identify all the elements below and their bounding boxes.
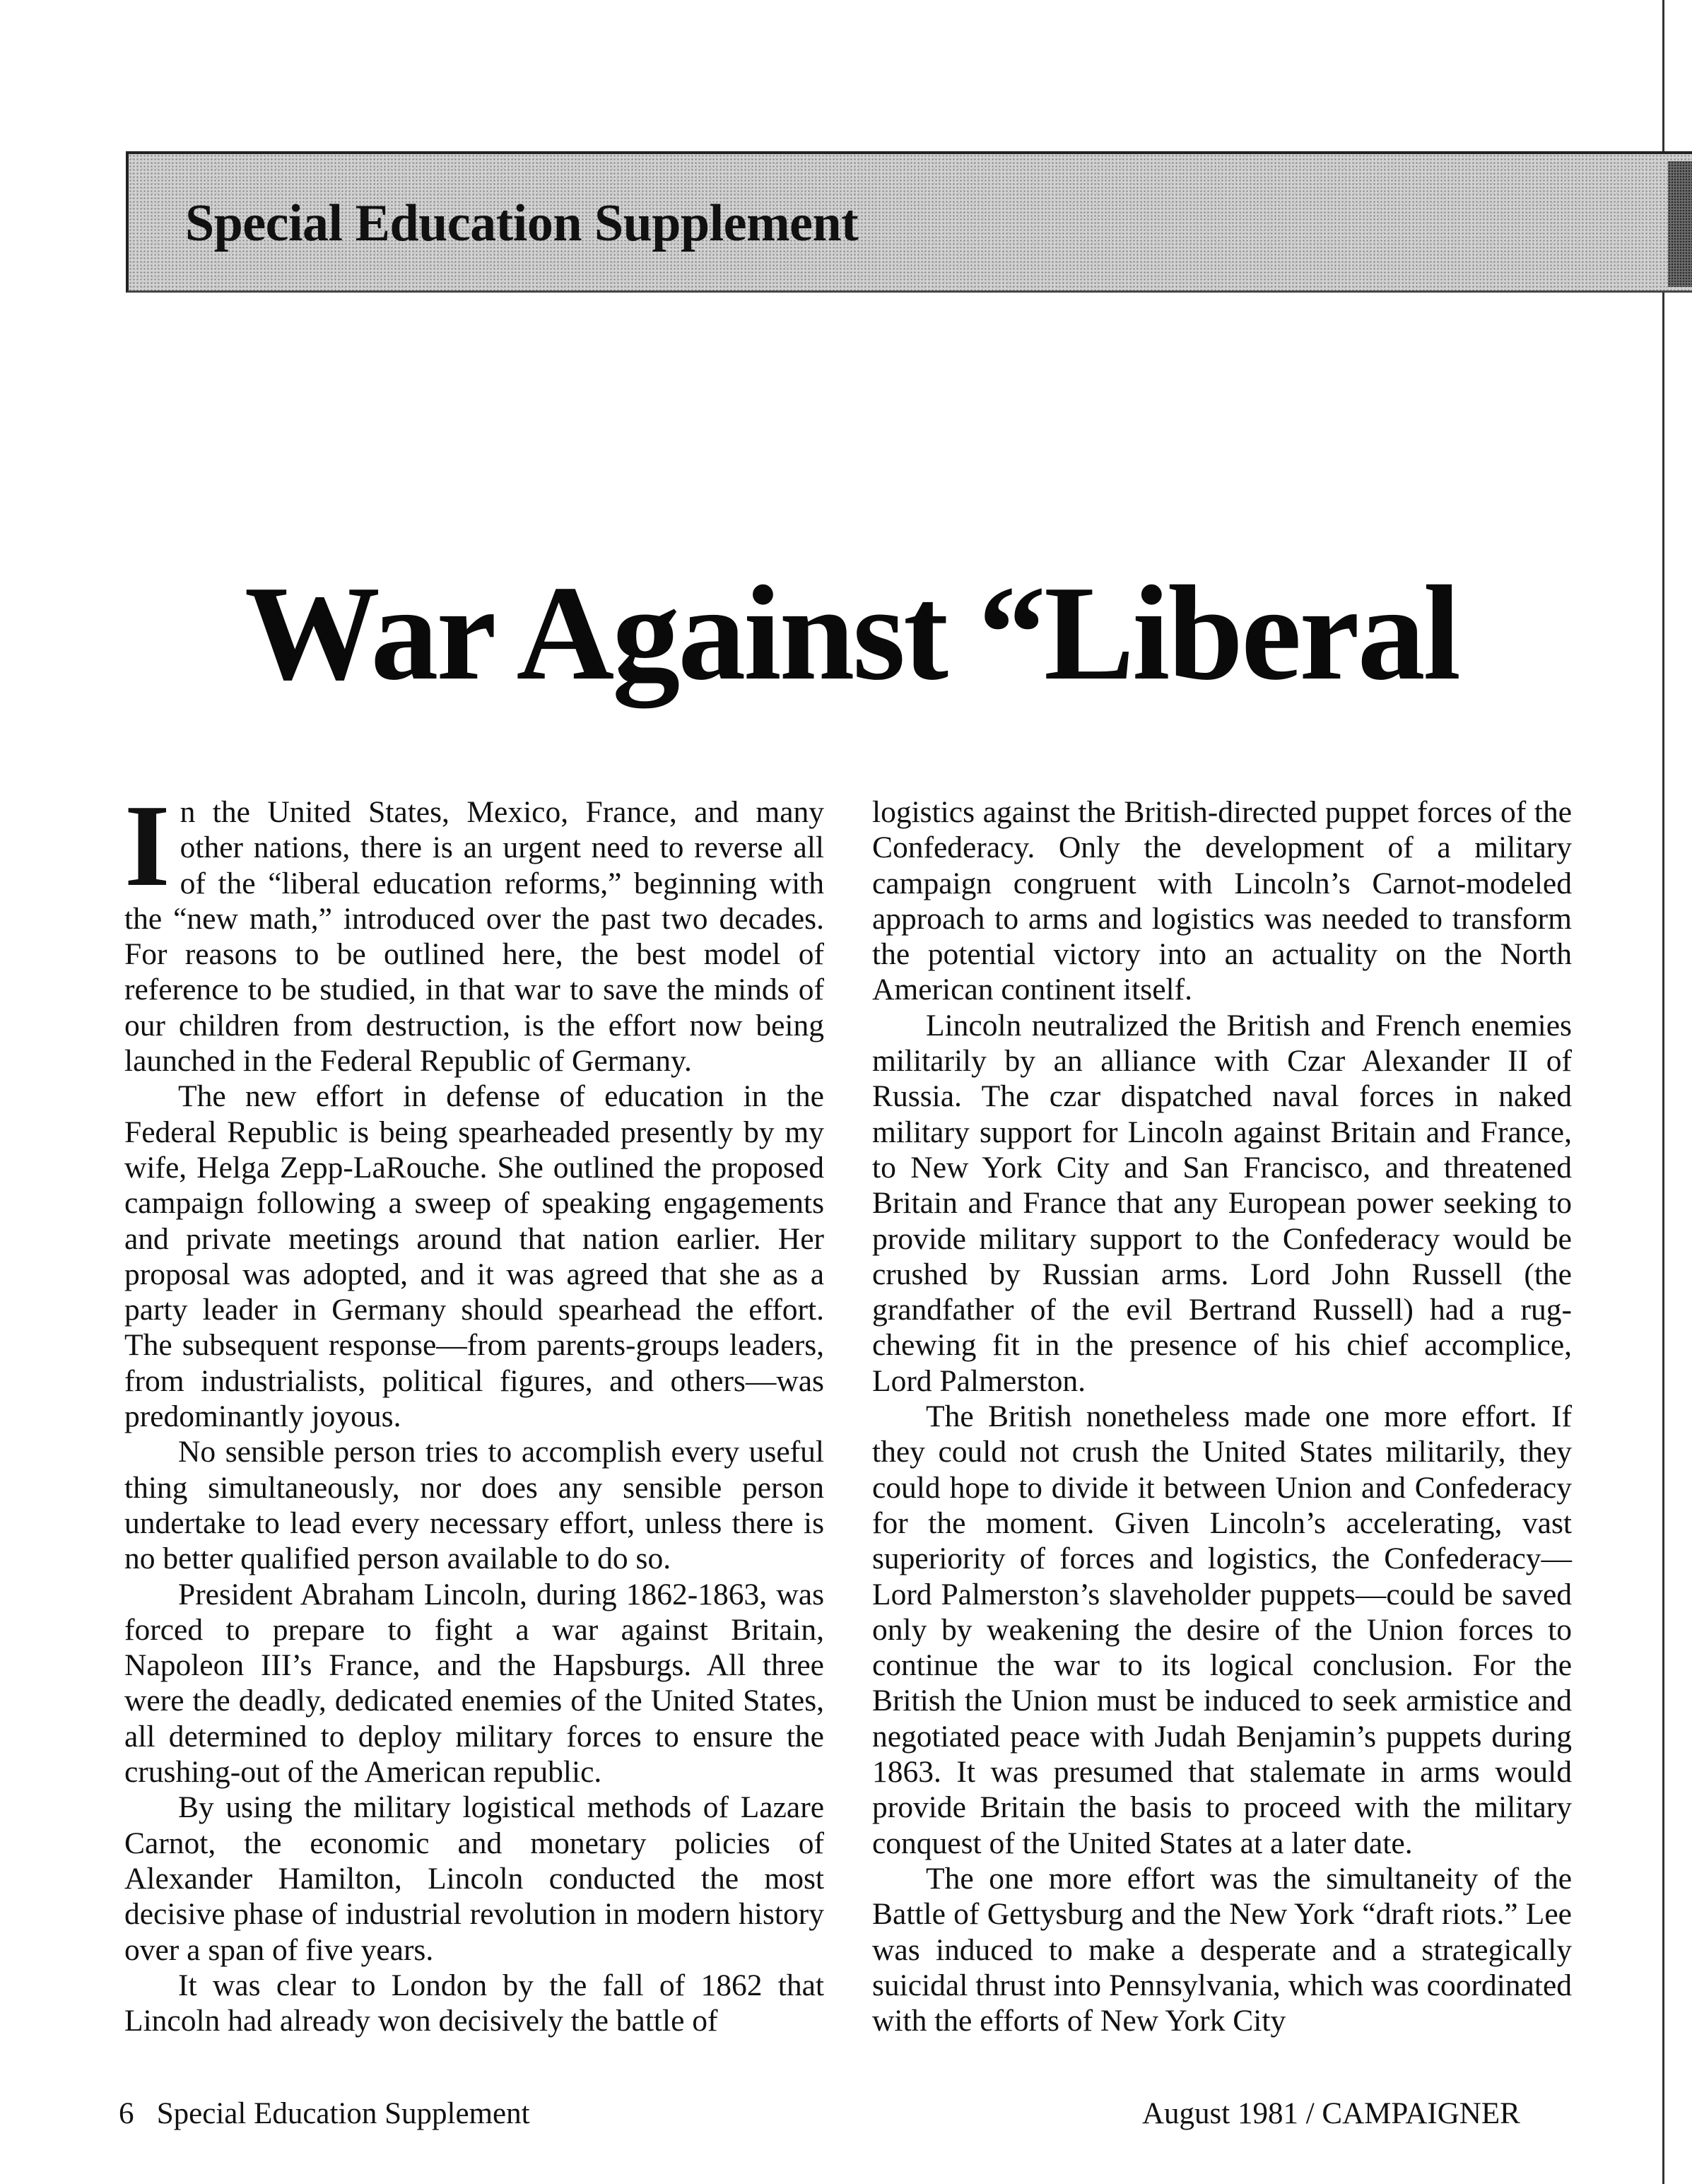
article-paragraph: President Abraham Lincoln, during 1862-1863, was forced to prepare to fight a war against Britain, Napoleon III’s France, and the Hapsburgs. All three were the deadly, dedicated enemies of the United States, all determined to deploy military forces to ensure the crushing-out of the American republic. — [124, 1577, 824, 1790]
article-paragraph: The new effort in defense of education in the Federal Republic is being spearheaded presently by my wife, Helga Zepp-LaRouche. She outlined the proposed campaign following a sweep of speaking engagements and private meetings around that nation earlier. Her proposal was adopted, and it was agreed that she as a party leader in Germany should spearhead the effort. The subsequent response—from parents-groups leaders, from industrialists, political figures, and others—was predominantly joyous. — [124, 1079, 824, 1434]
article-paragraph: Lincoln neutralized the British and French enemies militarily by an alliance with Czar Alexander II of Russia. The czar dispatched naval forces in naked military support for Lincoln against Britain and France, to New York City and San Francisco, and threatened Britain and France that any European power seeking to provide military support to the Confederacy would be crushed by Russian arms. Lord John Russell (the grandfather of the evil Bertrand Russell) had a rug-chewing fit in the presence of his chief accomplice, Lord Palmerston. — [872, 1008, 1572, 1398]
article-paragraph: The one more effort was the simultaneity of the Battle of Gettysburg and the New York “draft riots.” Lee was induced to make a desperate and a strategically suicidal thrust into Pennsylvania, which was coordinated with the efforts of New York City — [872, 1861, 1572, 2038]
article-paragraph: No sensible person tries to accomplish every useful thing simultaneously, nor does any sensible person undertake to lead every necessary effort, unless there is no better qualified person available to do so. — [124, 1435, 824, 1576]
footer-issue-label: August 1981 / CAMPAIGNER — [1142, 2097, 1520, 2130]
article-paragraph: The British nonetheless made one more effort. If they could not crush the United States militarily, they could hope to divide it between Union and Confederacy for the moment. Given Lincoln’s accelerating, vast superiority of forces and logistics, the Confederacy—Lord Palmerston’s slaveholder puppets—could be saved only by weakening the desire of the Union forces to continue the war to its logical conclusion. For the British the Union must be induced to seek armistice and negotiated peace with Judah Benjamin’s puppets during 1863. It was presumed that stalemate in arms would provide Britain the basis to proceed with the military conquest of the United States at a later date. — [872, 1399, 1572, 1860]
article-column-left — [124, 780, 824, 2038]
article-paragraph — [124, 780, 824, 1079]
article-column-right — [872, 794, 1572, 2038]
article-paragraph: By using the military logistical methods of Lazare Carnot, the economic and monetary policies of Alexander Hamilton, Lincoln conducted the most decisive phase of industrial revolution in modern history over a span of five years. — [124, 1790, 824, 1967]
article-paragraph: logistics against the British-directed puppet forces of the Confederacy. Only the development of a military campaign congruent with Lincoln’s Carnot-modeled approach to arms and logistics was needed to transform the potential victory into an actuality on the North American continent itself. — [872, 795, 1572, 1007]
banner-title: Special Education Supplement — [185, 194, 859, 252]
page-edge-rule — [1662, 0, 1664, 2184]
drop-cap: I — [124, 780, 170, 910]
section-banner — [126, 151, 1692, 293]
paragraph-text: n the United States, Mexico, France, and many other nations, there is an urgent need to reverse all of the “liberal education reforms,” beginning with the “new math,” introduced over the past two decades. For reasons to be outlined here, the best model of reference to be studied, in that war to save the minds of our children from destruction, is the effort now being launched in the Federal Republic of Germany. — [124, 795, 824, 1079]
banner-tab-marker — [1668, 161, 1692, 287]
footer-page-label: 6 Special Education Supplement — [119, 2097, 530, 2130]
article-headline: War Against “Liberal — [245, 558, 1459, 708]
article-paragraph: It was clear to London by the fall of 1862 that Lincoln had already won decisively the battle of — [124, 1968, 824, 2038]
